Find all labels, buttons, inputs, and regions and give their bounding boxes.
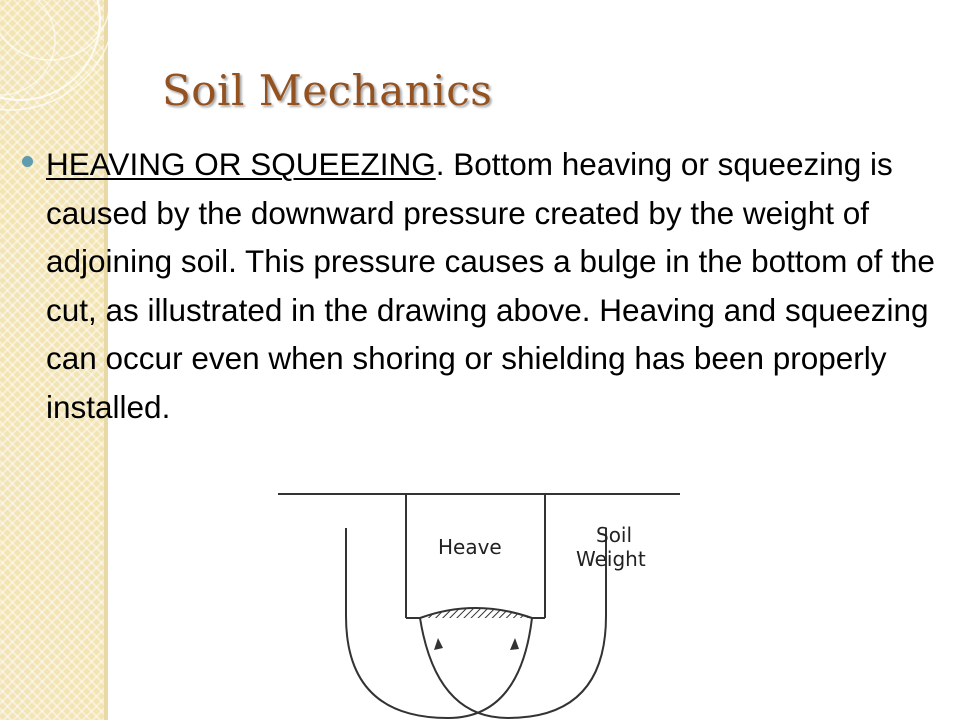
bullet-body: . Bottom heaving or squeezing is caused by the downward pressure created by the weight of adjoining soil. This pressure causes a bulge in the bottom of the cut, as illustrated in the drawing above. Heaving and squeezing can occur even when shoring or shielding has been properly installed. [46,146,935,425]
bullet-dot-icon [22,156,33,167]
weight-label: Weight [576,547,646,571]
arrow-right-icon [510,638,519,650]
heave-diagram [270,486,690,720]
heave-label: Heave [438,535,502,559]
arrow-left-icon [434,638,443,650]
bullet-lead-term: HEAVING OR SQUEEZING [46,146,436,182]
bullet-text [46,140,960,431]
soil-label: Soil [596,523,633,547]
slide-title: Soil Mechanics [162,66,493,115]
heave-hatch [420,608,532,618]
